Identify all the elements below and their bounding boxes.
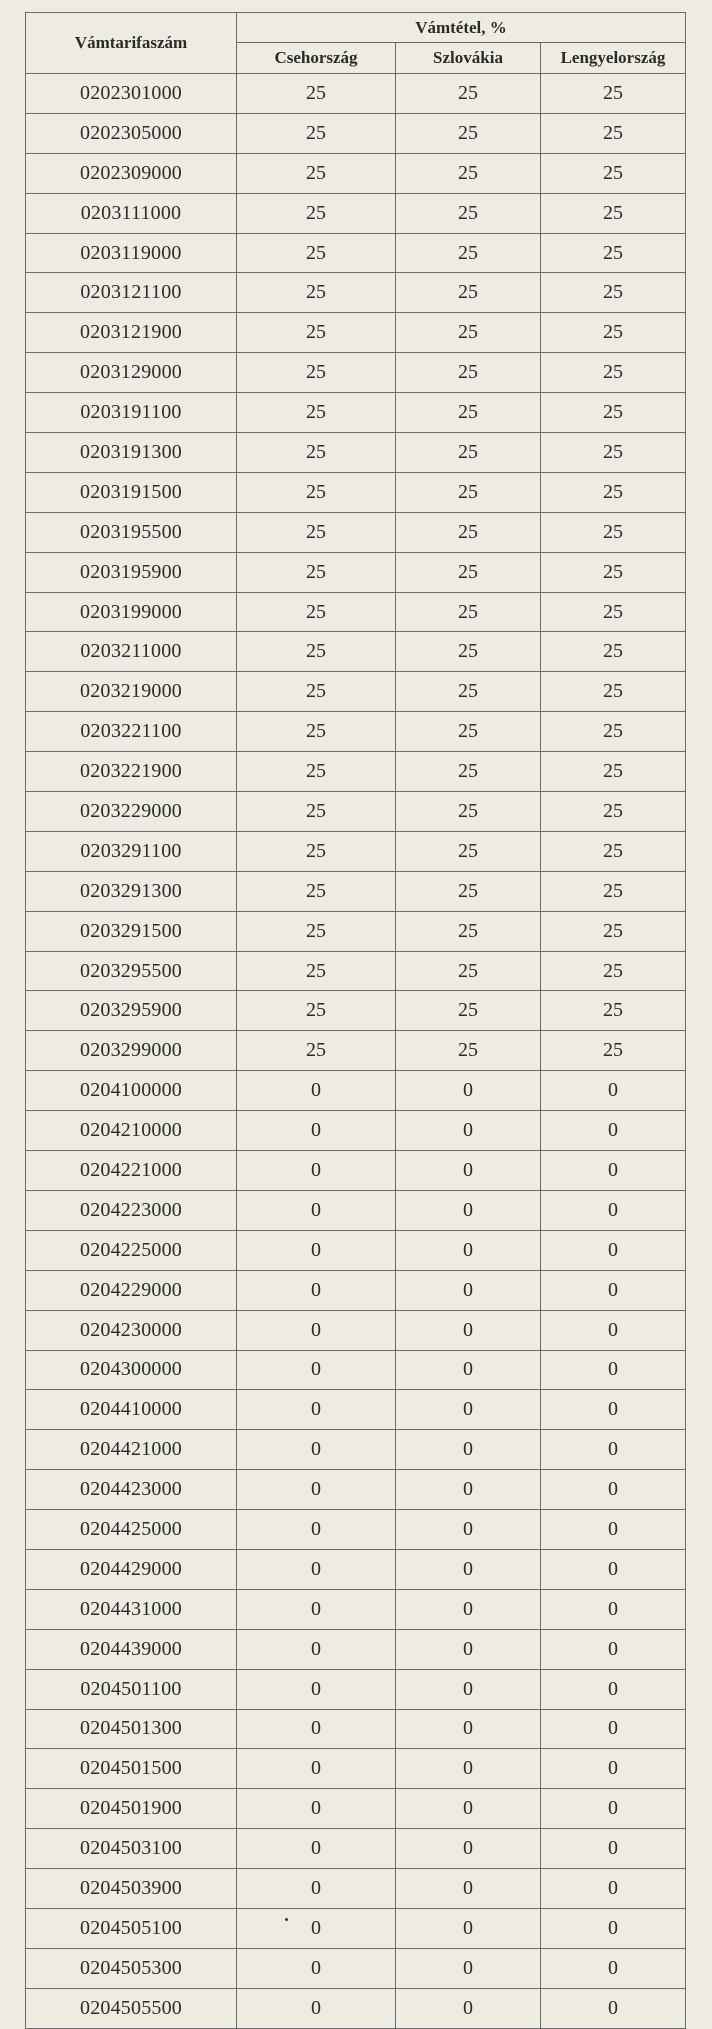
tariff-code-cell: 0203291300 — [26, 871, 237, 911]
duty-rate-header: Vámtétel, % — [237, 13, 686, 43]
rate-slovakia-cell: 0 — [396, 1669, 541, 1709]
rate-czechia-cell: 25 — [237, 353, 396, 393]
table-row — [26, 273, 686, 313]
table-row — [26, 911, 686, 951]
rate-slovakia-cell: 25 — [396, 153, 541, 193]
rate-czechia-cell: 0 — [237, 1908, 396, 1948]
table-row — [26, 712, 686, 752]
rate-czechia-cell: 25 — [237, 512, 396, 552]
tariff-code-cell: 0204503900 — [26, 1869, 237, 1909]
tariff-rate-table — [25, 12, 686, 2029]
rate-slovakia-cell: 0 — [396, 1549, 541, 1589]
rate-poland-cell: 25 — [541, 871, 686, 911]
tariff-code-cell: 0203121900 — [26, 313, 237, 353]
rate-slovakia-cell: 0 — [396, 1869, 541, 1909]
tariff-code-cell: 0203119000 — [26, 233, 237, 273]
tariff-code-cell: 0203191100 — [26, 393, 237, 433]
rate-slovakia-cell: 0 — [396, 1111, 541, 1151]
tariff-code-cell: 0204503100 — [26, 1829, 237, 1869]
tariff-code-cell: 0203111000 — [26, 193, 237, 233]
rate-slovakia-cell: 25 — [396, 393, 541, 433]
table-row — [26, 393, 686, 433]
rate-poland-cell: 0 — [541, 1470, 686, 1510]
tariff-code-cell: 0204439000 — [26, 1629, 237, 1669]
rate-poland-cell: 0 — [541, 1071, 686, 1111]
tariff-code-cell: 0204300000 — [26, 1350, 237, 1390]
rate-czechia-cell: 25 — [237, 752, 396, 792]
rate-slovakia-cell: 25 — [396, 871, 541, 911]
rate-czechia-cell: 25 — [237, 831, 396, 871]
rate-poland-cell: 25 — [541, 393, 686, 433]
rate-slovakia-cell: 0 — [396, 1470, 541, 1510]
table-row — [26, 193, 686, 233]
rate-slovakia-cell: 25 — [396, 1031, 541, 1071]
rate-czechia-cell: 25 — [237, 672, 396, 712]
rate-poland-cell: 25 — [541, 433, 686, 473]
rate-poland-cell: 0 — [541, 1390, 686, 1430]
tariff-code-cell: 0203191300 — [26, 433, 237, 473]
rate-poland-cell: 25 — [541, 193, 686, 233]
rate-slovakia-cell: 0 — [396, 1629, 541, 1669]
rate-czechia-cell: 25 — [237, 911, 396, 951]
rate-czechia-cell: 0 — [237, 1190, 396, 1230]
rate-poland-cell: 0 — [541, 1270, 686, 1310]
rate-czechia-cell: 25 — [237, 74, 396, 114]
tariff-code-cell: 0204100000 — [26, 1071, 237, 1111]
rate-czechia-cell: 25 — [237, 393, 396, 433]
tariff-code-cell: 0204505500 — [26, 1988, 237, 2028]
rate-poland-cell: 0 — [541, 1908, 686, 1948]
rate-czechia-cell: 0 — [237, 1071, 396, 1111]
rate-poland-cell: 0 — [541, 1948, 686, 1988]
rate-poland-cell: 25 — [541, 472, 686, 512]
table-row — [26, 74, 686, 114]
rate-slovakia-cell: 25 — [396, 74, 541, 114]
rate-slovakia-cell: 0 — [396, 1789, 541, 1829]
rate-slovakia-cell: 25 — [396, 592, 541, 632]
rate-slovakia-cell: 25 — [396, 991, 541, 1031]
rate-slovakia-cell: 25 — [396, 712, 541, 752]
table-row — [26, 1270, 686, 1310]
rate-poland-cell: 25 — [541, 792, 686, 832]
rate-poland-cell: 0 — [541, 1549, 686, 1589]
rate-poland-cell: 25 — [541, 74, 686, 114]
table-row — [26, 592, 686, 632]
tariff-code-cell: 0204501500 — [26, 1749, 237, 1789]
table-row — [26, 1988, 686, 2028]
rate-slovakia-cell: 25 — [396, 831, 541, 871]
rate-czechia-cell: 25 — [237, 233, 396, 273]
tariff-code-cell: 0204501900 — [26, 1789, 237, 1829]
rate-poland-cell: 0 — [541, 1709, 686, 1749]
tariff-code-cell: 0203221900 — [26, 752, 237, 792]
table-row — [26, 433, 686, 473]
rate-slovakia-cell: 25 — [396, 113, 541, 153]
tariff-code-cell: 0203229000 — [26, 792, 237, 832]
rate-slovakia-cell: 25 — [396, 353, 541, 393]
rate-poland-cell: 25 — [541, 831, 686, 871]
rate-slovakia-cell: 0 — [396, 1071, 541, 1111]
table-header — [26, 13, 686, 74]
tariff-code-cell: 0203295900 — [26, 991, 237, 1031]
table-row — [26, 1470, 686, 1510]
table-row — [26, 313, 686, 353]
rate-poland-cell: 25 — [541, 153, 686, 193]
rate-poland-cell: 25 — [541, 512, 686, 552]
table-row — [26, 831, 686, 871]
rate-czechia-cell: 0 — [237, 1709, 396, 1749]
rate-poland-cell: 0 — [541, 1629, 686, 1669]
rate-slovakia-cell: 25 — [396, 672, 541, 712]
rate-slovakia-cell: 0 — [396, 1510, 541, 1550]
table-row — [26, 1589, 686, 1629]
table-row — [26, 1749, 686, 1789]
rate-slovakia-cell: 0 — [396, 1829, 541, 1869]
tariff-code-cell: 0203195900 — [26, 552, 237, 592]
rate-czechia-cell: 25 — [237, 712, 396, 752]
table-row — [26, 1151, 686, 1191]
tariff-code-cell: 0202305000 — [26, 113, 237, 153]
table-row — [26, 1350, 686, 1390]
country-header-slovakia: Szlovákia — [396, 43, 541, 74]
table-row — [26, 1510, 686, 1550]
rate-poland-cell: 0 — [541, 1190, 686, 1230]
rate-slovakia-cell: 25 — [396, 273, 541, 313]
table-row — [26, 951, 686, 991]
rate-czechia-cell: 0 — [237, 1749, 396, 1789]
rate-czechia-cell: 25 — [237, 193, 396, 233]
tariff-code-cell: 0203295500 — [26, 951, 237, 991]
tariff-code-cell: 0204431000 — [26, 1589, 237, 1629]
rate-poland-cell: 25 — [541, 672, 686, 712]
rate-slovakia-cell: 0 — [396, 1749, 541, 1789]
tariff-code-cell: 0203221100 — [26, 712, 237, 752]
rate-poland-cell: 25 — [541, 353, 686, 393]
table-row — [26, 1869, 686, 1909]
table-row — [26, 1430, 686, 1470]
rate-czechia-cell: 0 — [237, 1549, 396, 1589]
rate-poland-cell: 0 — [541, 1669, 686, 1709]
rate-slovakia-cell: 25 — [396, 193, 541, 233]
table-row — [26, 1190, 686, 1230]
rate-czechia-cell: 0 — [237, 1669, 396, 1709]
rate-czechia-cell: 0 — [237, 1350, 396, 1390]
rate-poland-cell: 25 — [541, 552, 686, 592]
rate-slovakia-cell: 0 — [396, 1430, 541, 1470]
table-row — [26, 991, 686, 1031]
rate-slovakia-cell: 25 — [396, 911, 541, 951]
tariff-code-cell: 0203191500 — [26, 472, 237, 512]
rate-czechia-cell: 0 — [237, 1629, 396, 1669]
rate-slovakia-cell: 25 — [396, 632, 541, 672]
rate-czechia-cell: 0 — [237, 1151, 396, 1191]
tariff-code-cell: 0204210000 — [26, 1111, 237, 1151]
rate-poland-cell: 25 — [541, 911, 686, 951]
rate-czechia-cell: 0 — [237, 1589, 396, 1629]
table-row — [26, 472, 686, 512]
rate-czechia-cell: 0 — [237, 1510, 396, 1550]
table-row — [26, 113, 686, 153]
tariff-code-cell: 0203299000 — [26, 1031, 237, 1071]
rate-poland-cell: 0 — [541, 1988, 686, 2028]
tariff-code-cell: 0203129000 — [26, 353, 237, 393]
rate-czechia-cell: 25 — [237, 552, 396, 592]
rate-poland-cell: 25 — [541, 313, 686, 353]
tariff-number-header: Vámtarifaszám — [26, 13, 237, 74]
tariff-code-cell: 0202301000 — [26, 74, 237, 114]
table-row — [26, 1230, 686, 1270]
tariff-code-cell: 0204501300 — [26, 1709, 237, 1749]
rate-slovakia-cell: 0 — [396, 1190, 541, 1230]
tariff-code-cell: 0203219000 — [26, 672, 237, 712]
country-header-czechia: Csehország — [237, 43, 396, 74]
rate-czechia-cell: 0 — [237, 1829, 396, 1869]
tariff-code-cell: 0204229000 — [26, 1270, 237, 1310]
rate-poland-cell: 0 — [541, 1310, 686, 1350]
rate-slovakia-cell: 25 — [396, 233, 541, 273]
rate-czechia-cell: 25 — [237, 313, 396, 353]
tariff-code-cell: 0203121100 — [26, 273, 237, 313]
rate-slovakia-cell: 0 — [396, 1310, 541, 1350]
rate-czechia-cell: 25 — [237, 472, 396, 512]
table-row — [26, 1031, 686, 1071]
rate-poland-cell: 0 — [541, 1350, 686, 1390]
stray-print-dot — [285, 1918, 288, 1921]
table-row — [26, 1071, 686, 1111]
rate-poland-cell: 25 — [541, 233, 686, 273]
rate-poland-cell: 0 — [541, 1869, 686, 1909]
rate-czechia-cell: 25 — [237, 153, 396, 193]
tariff-code-cell: 0203211000 — [26, 632, 237, 672]
rate-poland-cell: 0 — [541, 1151, 686, 1191]
rate-poland-cell: 0 — [541, 1111, 686, 1151]
rate-slovakia-cell: 0 — [396, 1350, 541, 1390]
table-row — [26, 512, 686, 552]
rate-poland-cell: 0 — [541, 1589, 686, 1629]
rate-czechia-cell: 0 — [237, 1948, 396, 1988]
rate-czechia-cell: 0 — [237, 1390, 396, 1430]
rate-slovakia-cell: 0 — [396, 1709, 541, 1749]
rate-poland-cell: 25 — [541, 592, 686, 632]
tariff-code-cell: 0204505300 — [26, 1948, 237, 1988]
rate-slovakia-cell: 0 — [396, 1151, 541, 1191]
rate-poland-cell: 25 — [541, 632, 686, 672]
table-row — [26, 1310, 686, 1350]
table-body — [26, 74, 686, 2029]
rate-czechia-cell: 25 — [237, 632, 396, 672]
tariff-code-cell: 0204421000 — [26, 1430, 237, 1470]
tariff-code-cell: 0204505100 — [26, 1908, 237, 1948]
rate-poland-cell: 0 — [541, 1230, 686, 1270]
rate-slovakia-cell: 0 — [396, 1230, 541, 1270]
rate-czechia-cell: 0 — [237, 1310, 396, 1350]
tariff-code-cell: 0203199000 — [26, 592, 237, 632]
rate-poland-cell: 25 — [541, 113, 686, 153]
rate-slovakia-cell: 25 — [396, 752, 541, 792]
rate-slovakia-cell: 0 — [396, 1589, 541, 1629]
rate-slovakia-cell: 25 — [396, 313, 541, 353]
tariff-code-cell: 0204221000 — [26, 1151, 237, 1191]
table-row — [26, 1629, 686, 1669]
tariff-code-cell: 0204410000 — [26, 1390, 237, 1430]
rate-czechia-cell: 25 — [237, 871, 396, 911]
table-row — [26, 1789, 686, 1829]
rate-slovakia-cell: 25 — [396, 433, 541, 473]
rate-slovakia-cell: 0 — [396, 1988, 541, 2028]
rate-poland-cell: 0 — [541, 1789, 686, 1829]
table-row — [26, 233, 686, 273]
rate-slovakia-cell: 25 — [396, 792, 541, 832]
table-row — [26, 1829, 686, 1869]
rate-slovakia-cell: 25 — [396, 951, 541, 991]
rate-czechia-cell: 0 — [237, 1430, 396, 1470]
table-row — [26, 353, 686, 393]
table-row — [26, 1709, 686, 1749]
table-row — [26, 752, 686, 792]
table-row — [26, 672, 686, 712]
rate-poland-cell: 25 — [541, 951, 686, 991]
rate-czechia-cell: 25 — [237, 433, 396, 473]
tariff-code-cell: 0203291100 — [26, 831, 237, 871]
rate-poland-cell: 0 — [541, 1749, 686, 1789]
table-row — [26, 1669, 686, 1709]
rate-slovakia-cell: 0 — [396, 1948, 541, 1988]
rate-poland-cell: 25 — [541, 712, 686, 752]
rate-poland-cell: 25 — [541, 1031, 686, 1071]
rate-czechia-cell: 0 — [237, 1789, 396, 1829]
country-header-poland: Lengyelország — [541, 43, 686, 74]
tariff-code-cell: 0204230000 — [26, 1310, 237, 1350]
rate-poland-cell: 25 — [541, 273, 686, 313]
rate-slovakia-cell: 25 — [396, 552, 541, 592]
tariff-code-cell: 0204225000 — [26, 1230, 237, 1270]
rate-czechia-cell: 25 — [237, 113, 396, 153]
rate-czechia-cell: 25 — [237, 991, 396, 1031]
table-row — [26, 1111, 686, 1151]
tariff-code-cell: 0203195500 — [26, 512, 237, 552]
rate-czechia-cell: 0 — [237, 1470, 396, 1510]
rate-poland-cell: 0 — [541, 1430, 686, 1470]
rate-czechia-cell: 25 — [237, 951, 396, 991]
tariff-code-cell: 0204425000 — [26, 1510, 237, 1550]
rate-czechia-cell: 0 — [237, 1988, 396, 2028]
rate-poland-cell: 0 — [541, 1829, 686, 1869]
table-row — [26, 552, 686, 592]
table-row — [26, 1549, 686, 1589]
rate-slovakia-cell: 0 — [396, 1390, 541, 1430]
rate-czechia-cell: 0 — [237, 1230, 396, 1270]
rate-czechia-cell: 0 — [237, 1270, 396, 1310]
rate-slovakia-cell: 0 — [396, 1908, 541, 1948]
table-row — [26, 153, 686, 193]
rate-slovakia-cell: 25 — [396, 472, 541, 512]
table-row — [26, 1908, 686, 1948]
rate-poland-cell: 25 — [541, 752, 686, 792]
rate-czechia-cell: 25 — [237, 592, 396, 632]
table-row — [26, 792, 686, 832]
table-row — [26, 632, 686, 672]
rate-slovakia-cell: 25 — [396, 512, 541, 552]
tariff-code-cell: 0204501100 — [26, 1669, 237, 1709]
rate-poland-cell: 25 — [541, 991, 686, 1031]
tariff-code-cell: 0203291500 — [26, 911, 237, 951]
rate-poland-cell: 0 — [541, 1510, 686, 1550]
tariff-code-cell: 0202309000 — [26, 153, 237, 193]
rate-czechia-cell: 25 — [237, 273, 396, 313]
table-row — [26, 1390, 686, 1430]
rate-czechia-cell: 25 — [237, 1031, 396, 1071]
table-row — [26, 1948, 686, 1988]
rate-czechia-cell: 25 — [237, 792, 396, 832]
tariff-code-cell: 0204423000 — [26, 1470, 237, 1510]
rate-czechia-cell: 0 — [237, 1869, 396, 1909]
rate-czechia-cell: 0 — [237, 1111, 396, 1151]
tariff-code-cell: 0204223000 — [26, 1190, 237, 1230]
tariff-code-cell: 0204429000 — [26, 1549, 237, 1589]
rate-slovakia-cell: 0 — [396, 1270, 541, 1310]
table-row — [26, 871, 686, 911]
